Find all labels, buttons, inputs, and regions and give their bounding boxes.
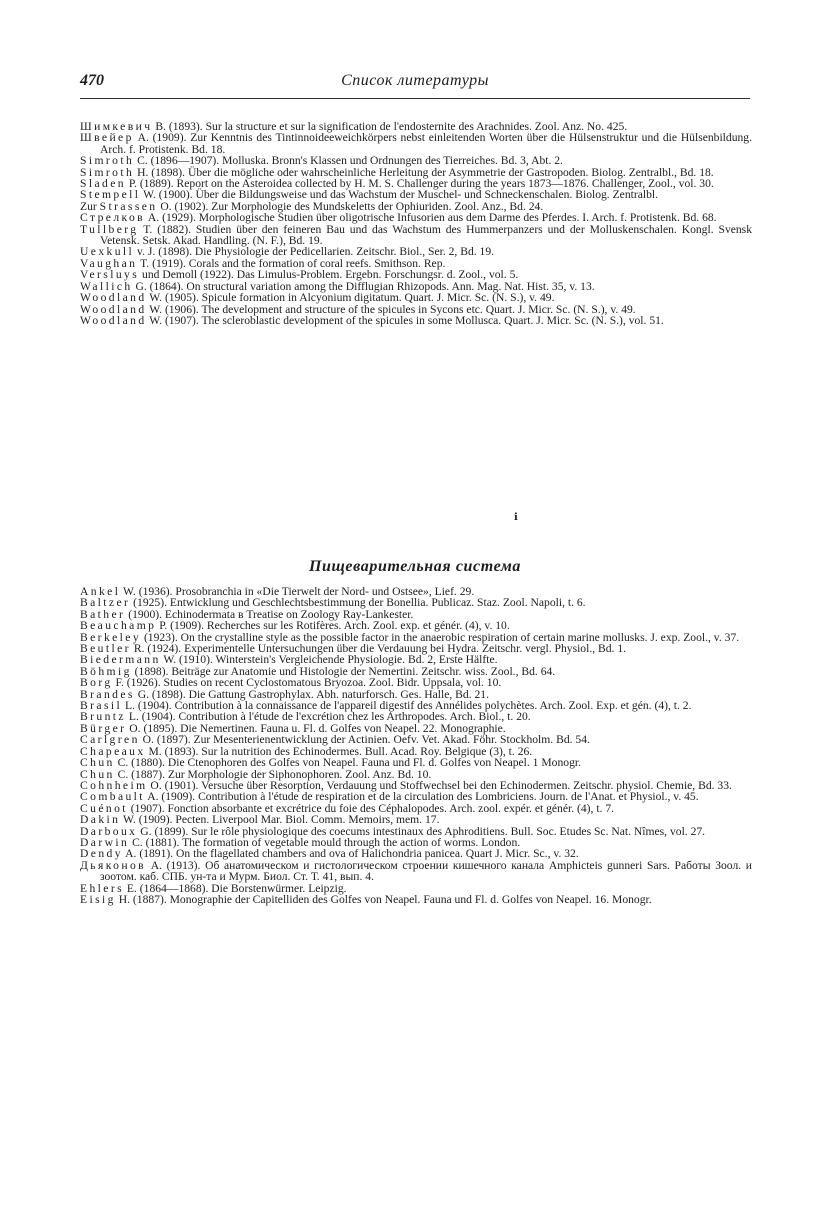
reference-entry bbox=[80, 860, 752, 883]
reference-author: Simroth bbox=[80, 154, 135, 168]
reference-author: Woodland bbox=[80, 302, 147, 316]
reference-details: C. (1896—1907). Molluska. Bronn's Klassen und Ordnungen des Tierreiches. Bd. 3, Abt. 2. bbox=[134, 154, 563, 168]
reference-details: W. (1909). Pecten. Liverpool Mar. Biol. Comm. Memoirs, mem. 17. bbox=[120, 813, 440, 827]
section-title: Пищеварительная система bbox=[308, 558, 522, 575]
reference-author: Borg bbox=[80, 676, 113, 690]
reference-author: Darwin bbox=[80, 835, 130, 849]
reference-author: Швейер bbox=[80, 131, 134, 145]
reference-entry bbox=[80, 224, 752, 247]
reference-prefix: Zur bbox=[80, 199, 100, 213]
reference-details: (1898). Beiträge zur Anatomie und Histologie der Nemertini. Zeitschr. wiss. Zool., Bd. 64. bbox=[131, 664, 556, 678]
reference-details: P. (1889). Report on the Asteroidea collected by H. M. S. Challenger during the years 1873—1876. Challenger, Zool., vol. 30. bbox=[125, 177, 714, 191]
margin-mark: ℹ bbox=[514, 512, 518, 523]
reference-list-2 bbox=[80, 586, 752, 905]
reference-details: M. (1893). Sur la nutrition des Echinodermes. Bull. Acad. Roy. Belgique (3), t. 26. bbox=[145, 744, 533, 758]
header-rule bbox=[80, 98, 750, 99]
reference-author: Versluys bbox=[80, 268, 140, 282]
reference-details: G. (1899). Sur le rôle physiologique des coecums intestinaux des Aphroditiens. Bull. Soc. Etudes Sc. Nat. Nîmes, vol. 27. bbox=[137, 824, 706, 838]
reference-details: T. (1882). Studien über den feineren Bau und das Wachstum des Hummerpanzers und der Molluskenschalen. Kongl. Svensk Vetensk. Setsk. Akad. Handling. (N. F.), Bd. 19. bbox=[100, 222, 752, 248]
reference-details: L. (1904). Contribution à la connaissance de l'appareil digestif des Annélides polychètes. Arch. Zool. Exp. et gén. (4), t. 2. bbox=[122, 699, 692, 713]
reference-details: H. (1898). Über die mögliche oder wahrscheinliche Herleitung der Asymmetrie der Gastropoden. Biolog. Zentralbl., Bd. 18. bbox=[134, 165, 714, 179]
reference-author: Шимкевич bbox=[80, 120, 153, 133]
reference-author: Cuénot bbox=[80, 801, 128, 815]
reference-author: Brasil bbox=[80, 699, 123, 713]
reference-author: Eisig bbox=[80, 892, 116, 906]
reference-author: Beutler bbox=[80, 642, 131, 656]
reference-author: Dakin bbox=[80, 813, 121, 827]
reference-details: G. (1898). Die Gattung Gastrophylax. Abh. naturforsch. Ges. Halle, Bd. 21. bbox=[134, 687, 489, 701]
reference-details: (1925). Entwicklung und Geschlechtsbestimmung der Bonellia. Publicaz. Staz. Zool. Napoli, t. 6. bbox=[130, 596, 586, 610]
reference-author: Sladen bbox=[80, 177, 126, 191]
reference-author: Böhmig bbox=[80, 664, 132, 678]
reference-details: A. (1909). Contribution à l'étude de respiration et de la circulation des Lombriciens. Journ. de l'Anat. et Physiol., v. 45. bbox=[144, 790, 699, 804]
page-number: 470 bbox=[80, 72, 104, 89]
reference-author: Darboux bbox=[80, 824, 138, 838]
reference-details: W. (1905). Spicule formation in Alcyonium digitatum. Quart. J. Micr. Sc. (N. S.), v. 49. bbox=[146, 291, 555, 305]
reference-details: G. (1864). On structural variation among the Difflugian Rhizopods. Ann. Mag. Nat. Hist. 35, v. 13. bbox=[132, 279, 595, 293]
reference-details: O. (1902). Zur Morphologie des Mundskeletts der Ophiuriden. Zool. Anz., Bd. 24. bbox=[157, 199, 544, 213]
reference-author: Chapeaux bbox=[80, 744, 146, 758]
reference-details: C. (1881). The formation of vegetable mould through the action of worms. London. bbox=[129, 835, 521, 849]
reference-details: В. (1893). Sur la structure et sur la signification de l'endosternite des Arachnides. Zool. Anz. No. 425. bbox=[152, 120, 628, 133]
reference-entry bbox=[80, 894, 752, 905]
reference-author: Carlgren bbox=[80, 733, 140, 747]
reference-author: Bruntz bbox=[80, 710, 126, 724]
reference-details: W. (1906). The development and structure of the spicules in Sycons etc. Quart. J. Micr. Sc. (N. S.), v. 49. bbox=[146, 302, 636, 316]
reference-author: Woodland bbox=[80, 313, 147, 327]
reference-author: Simroth bbox=[80, 165, 135, 179]
reference-author: Chun bbox=[80, 756, 115, 770]
reference-author: Стрелков bbox=[80, 211, 146, 225]
reference-entry bbox=[80, 315, 752, 326]
reference-details: C. (1880). Die Ctenophoren des Golfes von Neapel. Fauna und Fl. d. Golfes von Neapel. 1 Monogr. bbox=[114, 756, 581, 770]
reference-details: R. (1924). Experimentelle Untersuchungen über die Verdauung bei Hydra. Zeitschr. vergl. Physiol., Bd. 1. bbox=[130, 642, 627, 656]
reference-author: Brandes bbox=[80, 687, 135, 701]
running-title: Список литературы bbox=[341, 72, 489, 89]
reference-author: Chun bbox=[80, 767, 115, 781]
reference-author: Ankel bbox=[80, 585, 121, 598]
reference-details: E. (1864—1868). Die Borstenwürmer. Leipzig. bbox=[124, 881, 347, 895]
reference-author: Vaughan bbox=[80, 256, 138, 270]
reference-author: Uexkull bbox=[80, 245, 135, 259]
reference-details: P. (1909). Recherches sur les Rotifères. Arch. Zool. exp. et génér. (4), v. 10. bbox=[156, 619, 510, 633]
reference-author: Ehlers bbox=[80, 881, 125, 895]
reference-details: W. (1910). Winterstein's Vergleichende Physiologie. Bd. 2, Erste Hälfte. bbox=[160, 653, 498, 667]
reference-details: A. (1891). On the flagellated chambers and ova of Halichondria panicea. Quart J. Micr. Sc., v. 32. bbox=[122, 847, 579, 861]
reference-details: (1923). On the crystalline style as the possible factor in the anaerobic respiration of certain marine mollusks. J. exp. Zool., v. 37. bbox=[141, 630, 740, 644]
reference-author: Cohnheim bbox=[80, 778, 148, 792]
reference-author: Combault bbox=[80, 790, 145, 804]
reference-details: (1907). Fonction absorbante et excrétrice du foie des Céphalopodes. Arch. zool. expér. et génér. (4), t. 7. bbox=[127, 801, 615, 815]
reference-author: Bürger bbox=[80, 721, 127, 735]
reference-author: Tullberg bbox=[80, 222, 139, 236]
reference-details: O. (1895). Die Nemertinen. Fauna u. Fl. d. Golfes von Neapel. 22. Monographie. bbox=[126, 721, 506, 735]
reference-author: Baltzer bbox=[80, 596, 131, 610]
reference-author: Дьяконов bbox=[80, 858, 147, 872]
reference-author: Berkeley bbox=[80, 630, 142, 644]
reference-author: Biedermann bbox=[80, 653, 161, 667]
reference-author: Wallich bbox=[80, 279, 133, 293]
reference-details: W. (1900). Über die Bildungsweise und das Wachstum der Muschel- und Schneckenschalen. Biolog. Zentralbl. bbox=[140, 188, 658, 202]
reference-details: W. (1907). The scleroblastic development of the spicules in some Mollusca. Quart. J. Micr. Sc. (N. S.), vol. 51. bbox=[146, 313, 664, 327]
reference-details: L. (1904). Contribution à l'étude de l'excrétion chez les Arthropodes. Arch. Biol., t. 20. bbox=[125, 710, 531, 724]
reference-details: (1900). Echinodermata в Treatise on Zoology Ray-Lankester. bbox=[125, 607, 414, 621]
reference-author: Bather bbox=[80, 607, 126, 621]
reference-details: W. (1936). Prosobranchia in «Die Tierwelt der Nord- und Ostsee», Lief. 29. bbox=[120, 585, 475, 598]
reference-details: А. (1929). Morphologische Studien über oligotrische Infusorien aus dem Darme des Pferdes. I. Arch. f. Protistenk. Bd. 68. bbox=[145, 211, 717, 225]
reference-details: F. (1926). Studies on recent Cyclostomatous Bryozoa. Zool. Bidr. Uppsala, vol. 10. bbox=[112, 676, 502, 690]
reference-details: O. (1897). Zur Mesenterienentwicklung der Actinien. Oefv. Vet. Akad. Föhr. Stockholm. Bd. 54. bbox=[139, 733, 590, 747]
reference-author: Dendy bbox=[80, 847, 123, 861]
reference-details: und Demoll (1922). Das Limulus-Problem. Ergebn. Forschungsr. d. Zool., vol. 5. bbox=[139, 268, 519, 282]
reference-entry bbox=[80, 132, 752, 155]
reference-details: C. (1887). Zur Morphologie der Siphonophoren. Zool. Anz. Bd. 10. bbox=[114, 767, 432, 781]
page-header bbox=[80, 72, 750, 96]
reference-list-1 bbox=[80, 121, 752, 326]
reference-author: Beauchamp bbox=[80, 619, 157, 633]
reference-author: Strassen bbox=[99, 199, 158, 213]
reference-details: O. (1901). Versuche über Resorption, Verdauung und Stoffwechsel bei den Echinodermen. Zeitschr. physiol. Chemie, Bd. 33. bbox=[147, 778, 732, 792]
reference-details: T. (1919). Corals and the formation of coral reefs. Smithson. Rep. bbox=[137, 256, 446, 270]
reference-details: v. J. (1898). Die Physiologie der Pedicellarien. Zeitschr. Biol., Ser. 2, Bd. 19. bbox=[134, 245, 495, 259]
reference-author: Stempell bbox=[80, 188, 141, 202]
reference-author: Woodland bbox=[80, 291, 147, 305]
reference-details: А. (1913). Об анатомическом и гистологическом строении кишечного канала Amphicteis gunneri Sars. Работы Зоол. и зоотом. каб. СПБ. ун-та и Мурм. Биол. Ст. Т. 41, вып. 4. bbox=[100, 858, 752, 884]
reference-details: H. (1887). Monographie der Capitelliden des Golfes von Neapel. Fauna und Fl. d. Golfes von Neapel. 16. Monogr. bbox=[115, 892, 652, 906]
reference-details: А. (1909). Zur Kenntnis des Tintinnoideeweichkörpers nebst einleitenden Worten über die Hülsenstruktur und die Hülsenbildung. Arch. f. Protistenk. Bd. 18. bbox=[100, 131, 752, 156]
